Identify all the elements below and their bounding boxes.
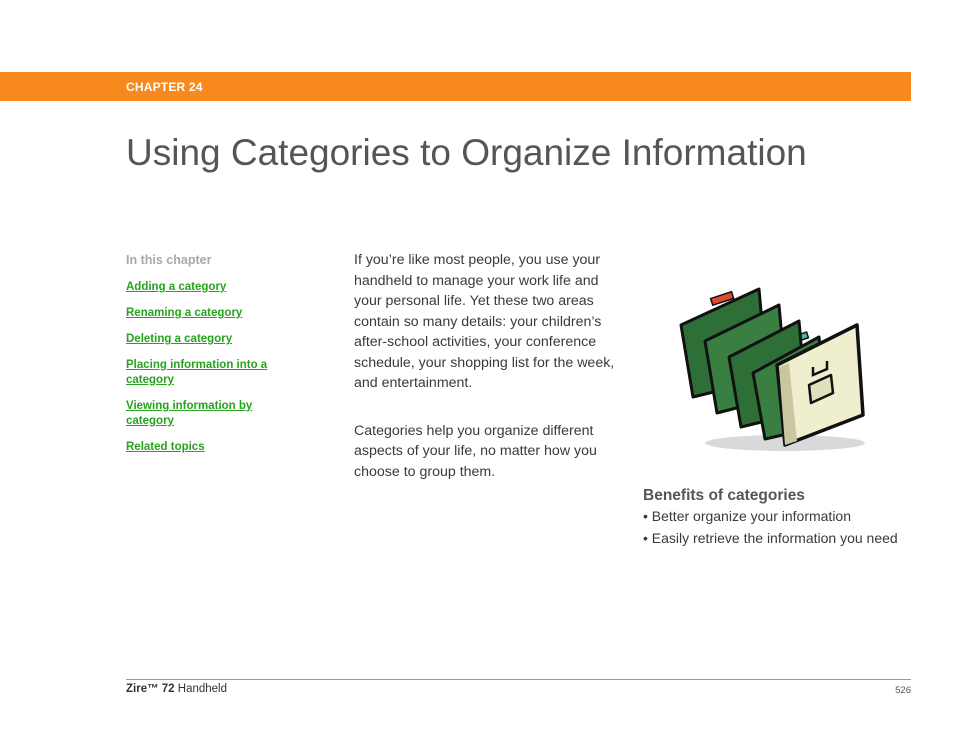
benefits-heading: Benefits of categories bbox=[643, 487, 805, 504]
chapter-label: CHAPTER 24 bbox=[126, 80, 203, 94]
chapter-contents-sidebar bbox=[126, 253, 301, 466]
link-related-topics[interactable]: Related topics bbox=[126, 441, 205, 453]
list-item: • Easily retrieve the information you need bbox=[643, 530, 898, 546]
page-number: 526 bbox=[895, 685, 911, 696]
footer-product-suffix: Handheld bbox=[174, 683, 228, 695]
benefits-list bbox=[643, 509, 898, 545]
footer-product-name bbox=[126, 683, 227, 695]
intro-text bbox=[354, 250, 624, 509]
link-deleting-category[interactable]: Deleting a category bbox=[126, 333, 233, 345]
footer-divider bbox=[126, 679, 911, 680]
link-renaming-category[interactable]: Renaming a category bbox=[126, 307, 243, 319]
intro-paragraph-1: If you’re like most people, you use your handheld to manage your work life and your personal life. Yet these two areas contain so many details: your children’s after-school activities, your conference schedule, your shopping list for the week, and entertainment. bbox=[354, 252, 615, 391]
benefits-panel bbox=[643, 487, 898, 553]
chapter-bar bbox=[0, 72, 911, 101]
link-adding-category[interactable]: Adding a category bbox=[126, 281, 227, 293]
page-title: Using Categories to Organize Information bbox=[126, 132, 807, 173]
list-item: • Better organize your information bbox=[643, 508, 852, 524]
link-placing-information[interactable]: Placing information into a category bbox=[126, 359, 268, 386]
intro-paragraph-2: Categories help you organize different aspects of your life, no matter how you choose to group them. bbox=[354, 422, 597, 480]
sidebar-heading: In this chapter bbox=[126, 253, 212, 267]
file-folders-icon bbox=[667, 275, 879, 457]
footer-brand: Zire™ 72 bbox=[126, 683, 175, 695]
link-viewing-information[interactable]: Viewing information by category bbox=[126, 400, 253, 427]
